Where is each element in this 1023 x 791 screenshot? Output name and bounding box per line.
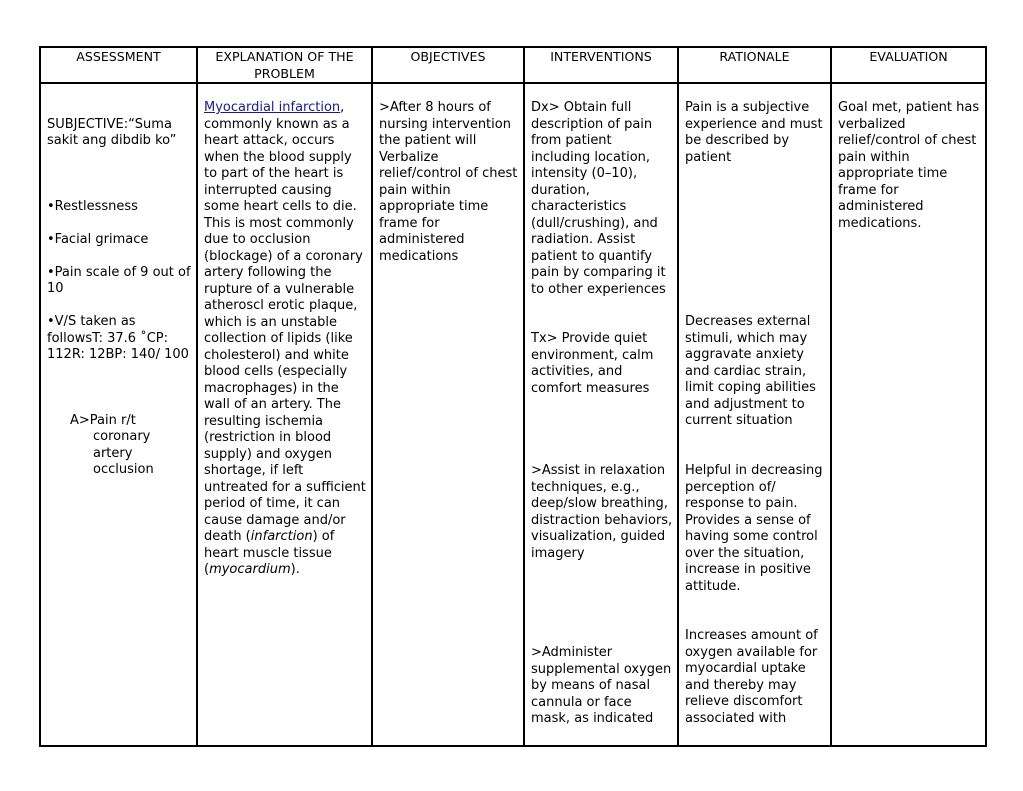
intervention-item: Dx> Obtain full description of pain from patient including location, intensity (0–10), duration, characteristics (dull/crushing), and radiation. Assist patient to quantify pain by comparing it to other experiences: [531, 100, 666, 297]
intervention-item: >Assist in relaxation techniques, e.g., deep/slow breathing, distraction behaviors, visualization, guided imagery: [531, 463, 673, 561]
explanation-text: [204, 100, 367, 579]
assessment-cell: [40, 83, 197, 746]
rationale-item: Increases amount of oxygen available for myocardial uptake and thereby may relieve discomfort associated with: [685, 628, 818, 726]
header-explanation: EXPLANATION OF THE PROBLEM: [197, 47, 372, 83]
header-evaluation: EVALUATION: [831, 47, 986, 83]
objectives-text: >After 8 hours of nursing intervention the patient will Verbalize relief/control of chest pain within appropriate time frame for administered medications: [379, 100, 518, 264]
nursing-diagnosis: A>Pain r/t coronary artery occlusion: [70, 412, 154, 477]
nursing-care-plan-table: [39, 46, 987, 747]
objective-cue: •Restlessness: [47, 198, 138, 214]
rationale-cell: [678, 83, 831, 746]
evaluation-text: Goal met, patient has verbalized relief/control of chest pain within appropriate time frame for administered medications.: [838, 100, 980, 231]
explanation-part: ) of heart muscle tissue (: [204, 529, 335, 577]
objective-cue: •Facial grimace: [47, 231, 149, 247]
explanation-italic: myocardium: [209, 562, 291, 577]
rationale-item: Pain is a subjective experience and must be described by patient: [685, 100, 823, 165]
myocardial-infarction-link[interactable]: Myocardial infarction: [204, 100, 341, 115]
intervention-item: Tx> Provide quiet environment, calm activities, and comfort measures: [531, 331, 654, 396]
header-objectives: OBJECTIVES: [372, 47, 524, 83]
rationale-item: Decreases external stimuli, which may aggravate anxiety and cardiac strain, limit coping abilities and adjustment to current situation: [685, 314, 816, 428]
intervention-item: >Administer supplemental oxygen by means of nasal cannula or face mask, as indicated: [531, 645, 672, 726]
assessment-text: [47, 100, 192, 495]
objectives-cell: [372, 83, 524, 746]
interventions-cell: [524, 83, 678, 746]
explanation-part: , commonly known as a heart attack, occurs when the blood supply to part of the heart is interrupted causing some heart cells to die. This is most commonly due to occlusion (blockage) of a coronary artery following the rupture of a vulnerable atheroscl erotic plaque, which is an unstable collection of lipids (like cholesterol) and white blood cells (especially macrophages) in the wall of an artery. The resulting ischemia (restriction in blood supply) and oxygen shortage, if left untreated for a sufficient period of time, it can cause damage and/or death (: [204, 100, 366, 544]
header-row: [40, 47, 986, 83]
rationale-item: Helpful in decreasing perception of/ response to pain. Provides a sense of having some control over the situation, increase in positive attitude.: [685, 463, 823, 594]
subjective-cue: SUBJECTIVE:“Suma sakit ang dibdib ko”: [47, 116, 177, 148]
explanation-part: ).: [290, 562, 300, 577]
evaluation-cell: [831, 83, 986, 746]
explanation-cell: [197, 83, 372, 746]
objective-cue: •V/S taken as followsT: 37.6 ˚CP: 112R: 12BP: 140/ 100: [47, 314, 189, 362]
header-rationale: RATIONALE: [678, 47, 831, 83]
objective-cue: •Pain scale of 9 out of 10: [47, 264, 191, 296]
content-row: [40, 83, 986, 746]
header-assessment: ASSESSMENT: [40, 47, 197, 83]
explanation-italic: infarction: [250, 529, 313, 544]
header-interventions: INTERVENTIONS: [524, 47, 678, 83]
